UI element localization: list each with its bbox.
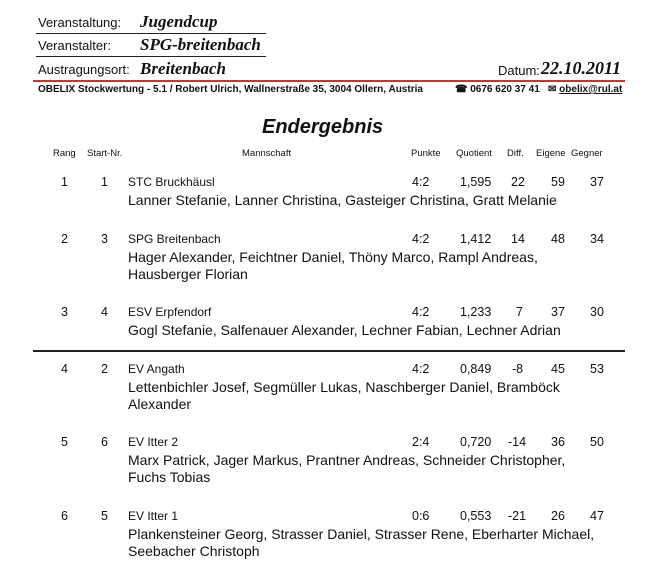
event-value: Jugendcup	[140, 12, 218, 31]
header-red-rule	[33, 80, 625, 82]
row-rang: 2	[61, 232, 68, 246]
row-quotient: 1,412	[460, 232, 492, 246]
row-start: 2	[101, 362, 108, 376]
header-underline-2	[36, 56, 266, 57]
col-team: Mannschaft	[242, 148, 292, 159]
row-diff: -21	[508, 509, 527, 523]
row-eigene: 37	[551, 305, 565, 319]
row-diff: 7	[516, 305, 523, 319]
row-punkte: 4:2	[412, 175, 430, 189]
col-quotient: Quotient	[456, 148, 492, 159]
row-quotient: 1,595	[460, 175, 492, 189]
row-rang: 5	[61, 435, 68, 449]
row-start: 1	[101, 175, 108, 189]
row-punkte: 0:6	[412, 509, 430, 523]
organizer-label: Veranstalter:	[38, 38, 111, 53]
row-eigene: 36	[551, 435, 565, 449]
row-eigene: 45	[551, 362, 565, 376]
row-gegner: 53	[590, 362, 604, 376]
row-rang: 1	[61, 175, 68, 189]
row-diff: 22	[511, 175, 525, 189]
row-punkte: 4:2	[412, 305, 430, 319]
row-punkte: 2:4	[412, 435, 430, 449]
row-players: Hager Alexander, Feichtner Daniel, Thöny Marco, Rampl Andreas, Hausberger Florian	[128, 249, 538, 282]
row-punkte: 4:2	[412, 362, 430, 376]
col-start: Start-Nr.	[87, 148, 123, 159]
email-address: obelix@rul.at	[559, 84, 623, 95]
col-rang: Rang	[53, 148, 76, 159]
qualification-separator	[33, 350, 625, 352]
row-start: 4	[101, 305, 108, 319]
row-eigene: 59	[551, 175, 565, 189]
header-underline-1	[36, 33, 266, 34]
row-players: Marx Patrick, Jager Markus, Prantner Andreas, Schneider Christopher, Fuchs Tobias	[128, 452, 566, 485]
software-info: OBELIX Stockwertung - 5.1 / Robert Ulrich, Wallnerstraße 35, 3004 Ollern, Austria	[38, 84, 423, 95]
row-gegner: 37	[590, 175, 604, 189]
row-gegner: 47	[590, 509, 604, 523]
row-start: 3	[101, 232, 108, 246]
col-punkte: Punkte	[411, 148, 441, 159]
col-eigene: Eigene	[536, 148, 566, 159]
row-team: EV Angath	[128, 362, 185, 376]
row-gegner: 50	[590, 435, 604, 449]
row-rang: 3	[61, 305, 68, 319]
organizer-value: SPG-breitenbach	[140, 35, 261, 54]
email-contact	[548, 84, 622, 95]
row-rang: 6	[61, 509, 68, 523]
row-start: 5	[101, 509, 108, 523]
event-label: Veranstaltung:	[38, 15, 122, 30]
phone-contact	[455, 84, 540, 95]
row-diff: -8	[512, 362, 524, 376]
venue-label: Austragungsort:	[38, 62, 130, 77]
date-value: 22.10.2011	[541, 58, 622, 78]
row-eigene: 48	[551, 232, 565, 246]
row-players: Plankensteiner Georg, Strasser Daniel, Strasser Rene, Eberharter Michael, Seebacher Christoph	[128, 526, 595, 559]
row-eigene: 26	[551, 509, 565, 523]
col-diff: Diff.	[507, 148, 524, 159]
phone-number: 0676 620 37 41	[470, 84, 540, 95]
row-gegner: 30	[590, 305, 604, 319]
row-team: SPG Breitenbach	[128, 232, 221, 246]
row-players: Lettenbichler Josef, Segmüller Lukas, Naschberger Daniel, Bramböck Alexander	[128, 379, 560, 412]
row-diff: -14	[508, 435, 527, 449]
row-quotient: 0,849	[460, 362, 492, 376]
row-rang: 4	[61, 362, 68, 376]
row-gegner: 34	[590, 232, 604, 246]
page-title: Endergebnis	[262, 116, 384, 138]
col-gegner: Gegner	[571, 148, 603, 159]
row-diff: 14	[511, 232, 525, 246]
phone-icon: ☎	[455, 84, 468, 95]
row-team: STC Bruckhäusl	[128, 175, 215, 189]
envelope-icon: ✉	[548, 84, 557, 95]
row-quotient: 1,233	[460, 305, 492, 319]
row-players: Gogl Stefanie, Salfenauer Alexander, Lechner Fabian, Lechner Adrian	[128, 322, 561, 338]
row-quotient: 0,553	[460, 509, 492, 523]
row-quotient: 0,720	[460, 435, 492, 449]
row-punkte: 4:2	[412, 232, 430, 246]
venue-value: Breitenbach	[140, 59, 226, 78]
date-label: Datum:	[498, 63, 540, 78]
row-players: Lanner Stefanie, Lanner Christina, Gasteiger Christina, Gratt Melanie	[128, 192, 557, 208]
row-team: EV Itter 1	[128, 509, 179, 523]
row-start: 6	[101, 435, 108, 449]
row-team: ESV Erpfendorf	[128, 305, 212, 319]
row-team: EV Itter 2	[128, 435, 179, 449]
